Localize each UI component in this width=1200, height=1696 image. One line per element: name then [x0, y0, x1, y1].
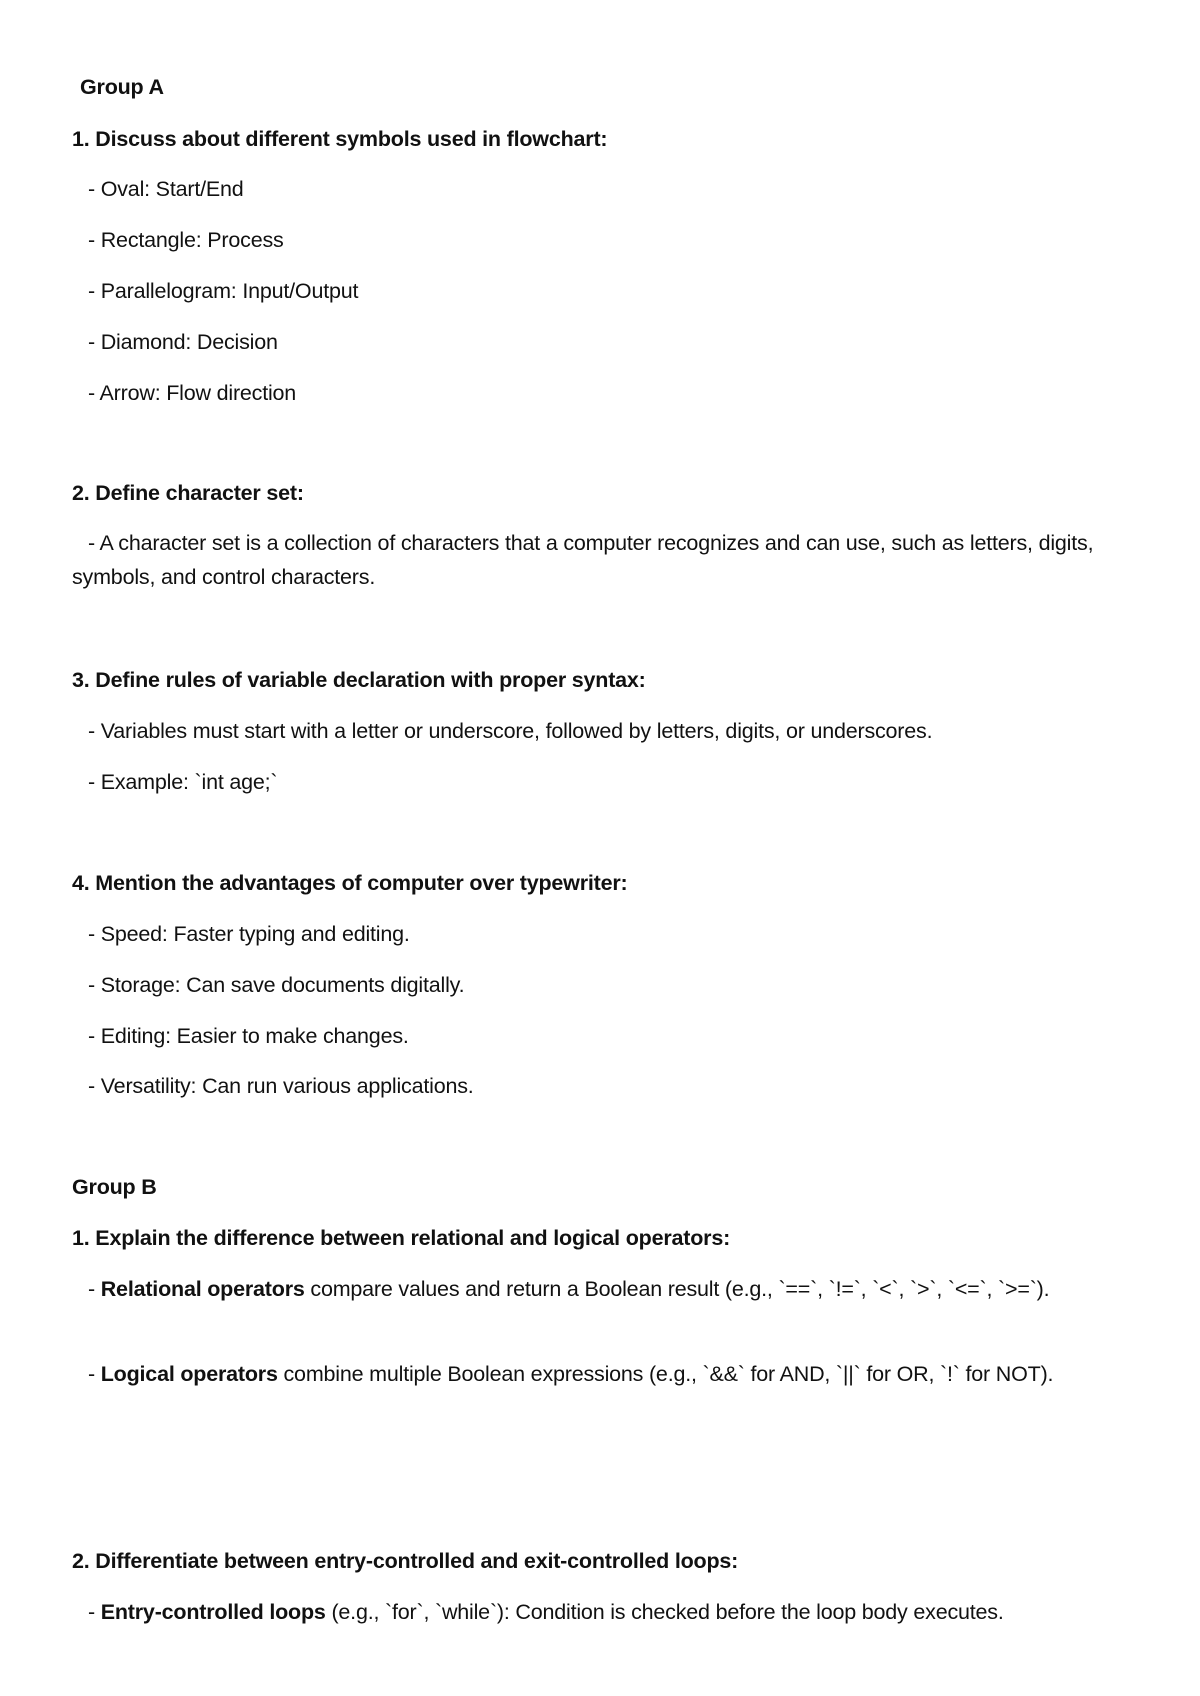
answer-b1-logical [72, 1357, 1132, 1391]
term-relational-operators: Relational operators [100, 1277, 305, 1301]
logical-description: combine multiple Boolean expressions (e.g., `&&` for AND, `||` for OR, `!` for NOT). [277, 1362, 1054, 1386]
relational-description: compare values and return a Boolean result (e.g., `==`, `!=`, `<`, `>`, `<=`, `>=`). [304, 1277, 1050, 1301]
question-b1-title: 1. Explain the difference between relational and logical operators: [72, 1226, 731, 1250]
group-b-heading: Group B [72, 1175, 157, 1199]
answer-b2-entry [88, 1595, 1004, 1629]
question-a2-title: 2. Define character set: [72, 481, 304, 505]
list-item: - Variables must start with a letter or underscore, followed by letters, digits, or underscores. [88, 719, 933, 743]
answer-a2-text: - A character set is a collection of characters that a computer recognizes and can use, such as letters, digits, symbols, and control characters. [72, 531, 1094, 589]
list-item: - Rectangle: Process [88, 228, 284, 252]
bullet-dash: - [88, 1362, 101, 1386]
bullet-dash: - [88, 1277, 101, 1301]
list-item: - Parallelogram: Input/Output [88, 279, 359, 303]
list-item: - Diamond: Decision [88, 330, 278, 354]
entry-description: (e.g., `for`, `while`): Condition is checked before the loop body executes. [325, 1600, 1004, 1624]
term-entry-controlled-loops: Entry-controlled loops [100, 1600, 326, 1624]
list-item: - Versatility: Can run various applications. [88, 1074, 474, 1098]
answer-b1-relational [72, 1272, 1132, 1306]
list-item: - Oval: Start/End [88, 177, 244, 201]
question-a3-title: 3. Define rules of variable declaration with proper syntax: [72, 668, 646, 692]
question-b2-title: 2. Differentiate between entry-controlled and exit-controlled loops: [72, 1549, 739, 1573]
list-item: - Example: `int age;` [88, 770, 278, 794]
question-a1-title: 1. Discuss about different symbols used in flowchart: [72, 127, 608, 151]
list-item: - Speed: Faster typing and editing. [88, 922, 410, 946]
group-a-heading: Group A [80, 75, 164, 99]
question-a4-title: 4. Mention the advantages of computer over typewriter: [72, 871, 628, 895]
list-item: - Storage: Can save documents digitally. [88, 973, 465, 997]
bullet-dash: - [88, 1600, 101, 1624]
list-item: - Arrow: Flow direction [88, 381, 297, 405]
term-logical-operators: Logical operators [100, 1362, 278, 1386]
list-item: - Editing: Easier to make changes. [88, 1024, 409, 1048]
